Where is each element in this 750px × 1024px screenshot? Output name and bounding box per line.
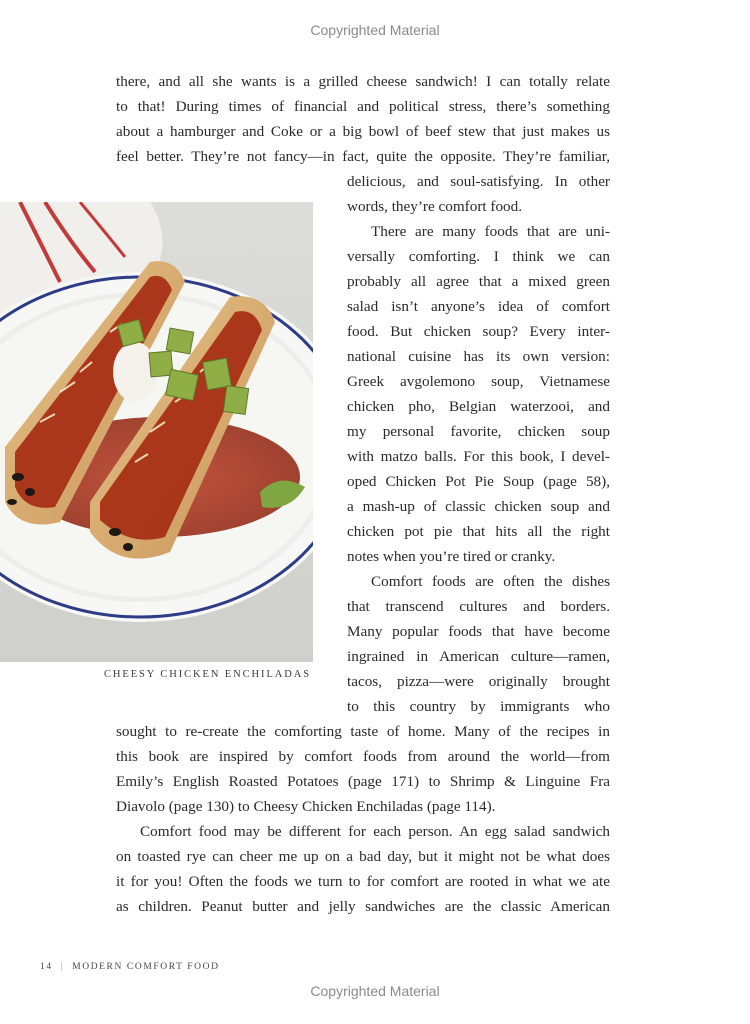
running-title: MODERN COMFORT FOOD — [72, 962, 220, 972]
body-line: probably all agree that a mixed green — [347, 273, 610, 290]
body-line: chicken pot pie that hits all the right — [347, 523, 610, 540]
body-line: versally comforting. I think we can — [347, 248, 610, 265]
body-line: sought to re-create the comforting taste of home. Many of the recipes in — [116, 723, 610, 740]
body-line: chicken pho, Belgian waterzooi, and — [347, 398, 610, 415]
body-line: Diavolo (page 130) to Cheesy Chicken Enchiladas (page 114). — [116, 798, 496, 815]
body-line: tacos, pizza—were originally brought — [347, 673, 610, 690]
body-line: oped Chicken Pot Pie Soup (page 58), — [347, 473, 610, 490]
body-line: with matzo balls. For this book, I devel- — [347, 448, 610, 465]
body-line: There are many foods that are uni- — [371, 223, 610, 240]
body-line: to this country by immigrants who — [347, 698, 610, 715]
body-line: notes when you’re tired or cranky. — [347, 548, 556, 565]
body-line: there, and all she wants is a grilled cheese sandwich! I can totally relate — [116, 73, 610, 90]
body-line: Greek avgolemono soup, Vietnamese — [347, 373, 610, 390]
body-line: this book are inspired by comfort foods from around the world—from — [116, 748, 610, 765]
body-line: food. But chicken soup? Every inter- — [347, 323, 610, 340]
body-line: ingrained in American culture—ramen, — [347, 648, 610, 665]
body-line: Emily’s English Roasted Potatoes (page 171) to Shrimp & Linguine Fra — [116, 773, 610, 790]
body-line: Comfort foods are often the dishes — [371, 573, 610, 590]
body-line: about a hamburger and Coke or a big bowl of beef stew that just makes us — [116, 123, 610, 140]
page-footer — [40, 962, 220, 972]
copyright-watermark-bottom: Copyrighted Material — [310, 983, 440, 999]
body-line: Comfort food may be different for each person. An egg salad sandwich — [140, 823, 610, 840]
body-line: it for you! Often the foods we turn to for comfort are rooted in what we ate — [116, 873, 610, 890]
body-line: on toasted rye can cheer me up on a bad day, but it might not be what does — [116, 848, 610, 865]
body-line: as children. Peanut butter and jelly sandwiches are the classic American — [116, 898, 610, 915]
enchiladas-photo — [0, 202, 313, 662]
body-line: my personal favorite, chicken soup — [347, 423, 610, 440]
body-line: Many popular foods that have become — [347, 623, 610, 640]
body-line: delicious, and soul-satisfying. In other — [347, 173, 610, 190]
body-line: to that! During times of financial and political stress, there’s something — [116, 98, 610, 115]
copyright-watermark-top: Copyrighted Material — [310, 22, 440, 38]
body-line: a mash-up of classic chicken soup and — [347, 498, 610, 515]
body-line: national cuisine has its own version: — [347, 348, 610, 365]
body-line: words, they’re comfort food. — [347, 198, 523, 215]
page-number: 14 — [40, 962, 53, 972]
footer-separator: | — [60, 962, 65, 972]
body-line: feel better. They’re not fancy—in fact, quite the opposite. They’re familiar, — [116, 148, 610, 165]
body-line: that transcend cultures and borders. — [347, 598, 610, 615]
photo-caption: CHEESY CHICKEN ENCHILADAS — [104, 669, 311, 680]
body-line: salad isn’t anyone’s idea of comfort — [347, 298, 610, 315]
